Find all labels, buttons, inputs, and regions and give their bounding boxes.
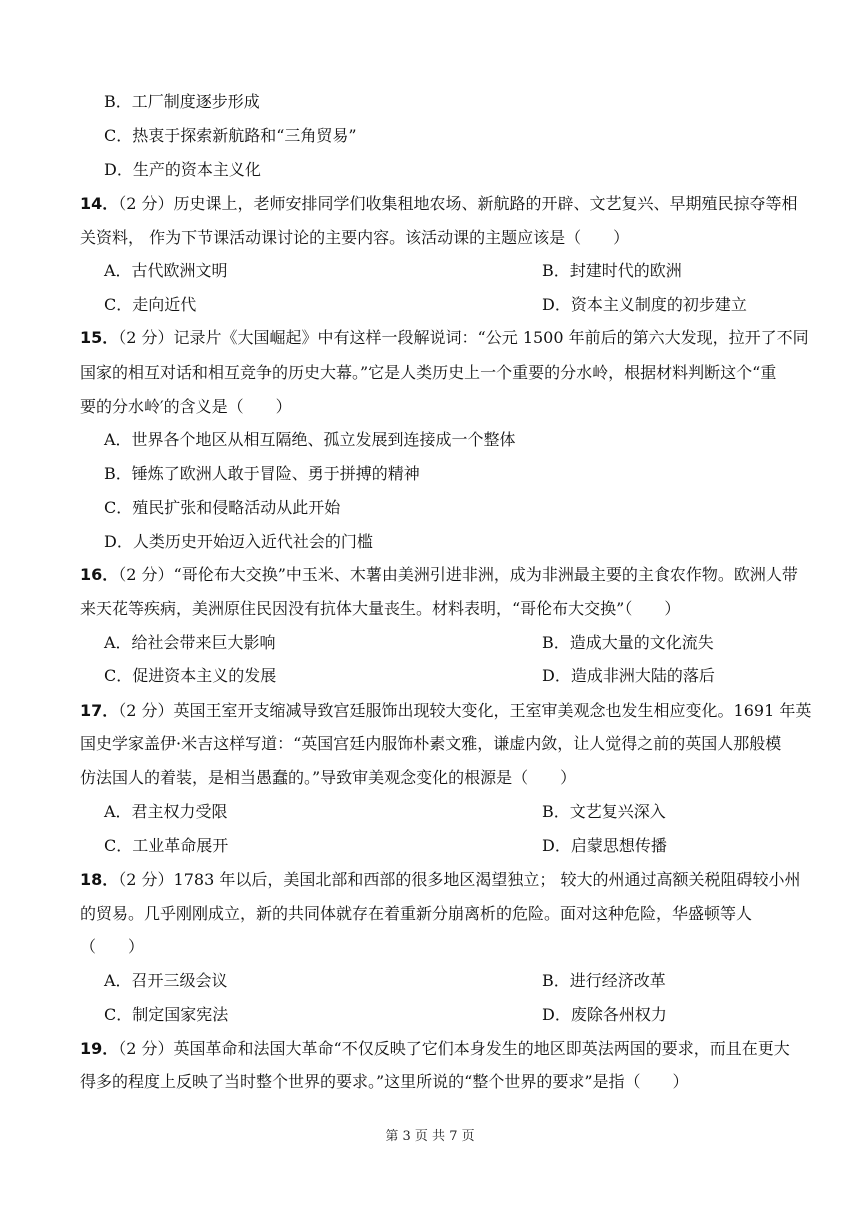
q18-number: 18． [80,870,119,889]
q16-number: 16． [80,565,119,584]
q18-options-row1 [104,970,804,992]
q16-option-a: A．给社会带来巨大影响 [104,633,276,652]
q17-stem-line3: 仿法国人的着装，是相当愚蠢的。”导致审美观念变化的根源是（ ） [80,768,577,787]
q15-option-d: D．人类历史开始迈入近代社会的门槛 [104,532,373,551]
q14-number: 14． [80,194,119,213]
q13-option-d: D．生产的资本主义化 [104,160,261,179]
q16-option-d: D．造成非洲大陆的落后 [542,666,715,685]
q15-option-b: B．锤炼了欧洲人敢于冒险、勇于拼搏的精神 [104,464,420,483]
q17-option-a: A．君主权力受限 [104,802,228,821]
q18-stem-line2: 的贸易。几乎刚刚成立，新的共同体就存在着重新分崩离析的危险。面对这种危险，华盛顿等人 [80,904,753,923]
q19-stem-line1: 19．（2 分）英国革命和法国大革命“不仅反映了它们本身发生的地区即英法两国的要求，而且在更大 [80,1039,790,1058]
q17-option-d: D．启蒙思想传播 [542,836,667,855]
q14-stem-line1: 14．（2 分）历史课上，老师安排同学们收集租地农场、新航路的开辟、文艺复兴、早期殖民掠夺等相 [80,194,798,213]
q15-option-c: C．殖民扩张和侵略活动从此开始 [104,498,341,517]
q14-option-a: A．古代欧洲文明 [104,261,228,280]
q16-options-row1 [104,632,804,654]
q13-option-b: B．工厂制度逐步形成 [104,92,260,111]
q17-option-c: C．工业革命展开 [104,836,229,855]
q14-option-c: C．走向近代 [104,295,197,314]
q16-options-row2 [104,665,804,687]
q14-options-row2 [104,294,804,316]
q16-stem-line1: 16．（2 分）“哥伦布大交换”中玉米、木薯由美洲引进非洲，成为非洲最主要的主食农作物。欧洲人带 [80,565,798,584]
q17-options-row2 [104,835,804,857]
q18-options-row2 [104,1004,804,1026]
q18-stem-line1: 18．（2 分）1783 年以后，美国北部和西部的很多地区渴望独立； 较大的州通过高额关税阻碍较小州 [80,870,801,889]
q16-stem-line2: 来天花等疾病，美洲原住民因没有抗体大量丧生。材料表明，“哥伦布大交换”（ ） [80,599,681,618]
q14-options-row1 [104,260,804,282]
q15-stem-line1: 15．（2 分）记录片《大国崛起》中有这样一段解说词：“公元 1500 年前后的第六大发现，拉开了不同 [80,328,809,347]
q17-stem-line1: 17．（2 分）英国王室开支缩减导致宫廷服饰出现较大变化，王室审美观念也发生相应变化。1691 年英 [80,701,812,720]
q17-option-b: B．文艺复兴深入 [542,802,666,821]
q18-option-a: A．召开三级会议 [104,971,228,990]
q19-number: 19． [80,1039,119,1058]
q15-stem-line3: 要的分水岭′的含义是（ ） [80,397,292,416]
q16-option-b: B．造成大量的文化流失 [542,633,714,652]
q14-stem-line2: 关资料， 作为下节课活动课讨论的主要内容。该活动课的主题应该是（ ） [80,228,630,247]
page-footer: 第 3 页 共 7 页 [385,1129,475,1144]
q16-option-c: C．促进资本主义的发展 [104,666,277,685]
q19-stem-line2: 得多的程度上反映了当时整个世界的要求。”这里所说的“整个世界的要求”是指（ ） [80,1072,689,1091]
q15-number: 15． [80,328,119,347]
q18-stem-line3: （ ） [80,937,145,956]
q18-option-c: C．制定国家宪法 [104,1005,229,1024]
q14-option-b: B．封建时代的欧洲 [542,261,682,280]
q13-option-c: C．热衷于探索新航路和“三角贸易” [104,126,357,145]
q14-option-d: D．资本主义制度的初步建立 [542,295,747,314]
q17-options-row1 [104,801,804,823]
q15-option-a: A．世界各个地区从相互隔绝、孤立发展到连接成一个整体 [104,430,516,449]
q15-stem-line2: 国家的相互对话和相互竞争的历史大幕。”它是人类历史上一个重要的分水岭，根据材料判断这个“重 [80,363,777,382]
q18-option-b: B．进行经济改革 [542,971,666,990]
q18-option-d: D．废除各州权力 [542,1005,667,1024]
q17-number: 17． [80,701,119,720]
q17-stem-line2: 国史学家盖伊·米吉这样写道：“英国宫廷内服饰朴素文雅，谦虚内敛，让人觉得之前的英国人那般模 [80,734,782,753]
